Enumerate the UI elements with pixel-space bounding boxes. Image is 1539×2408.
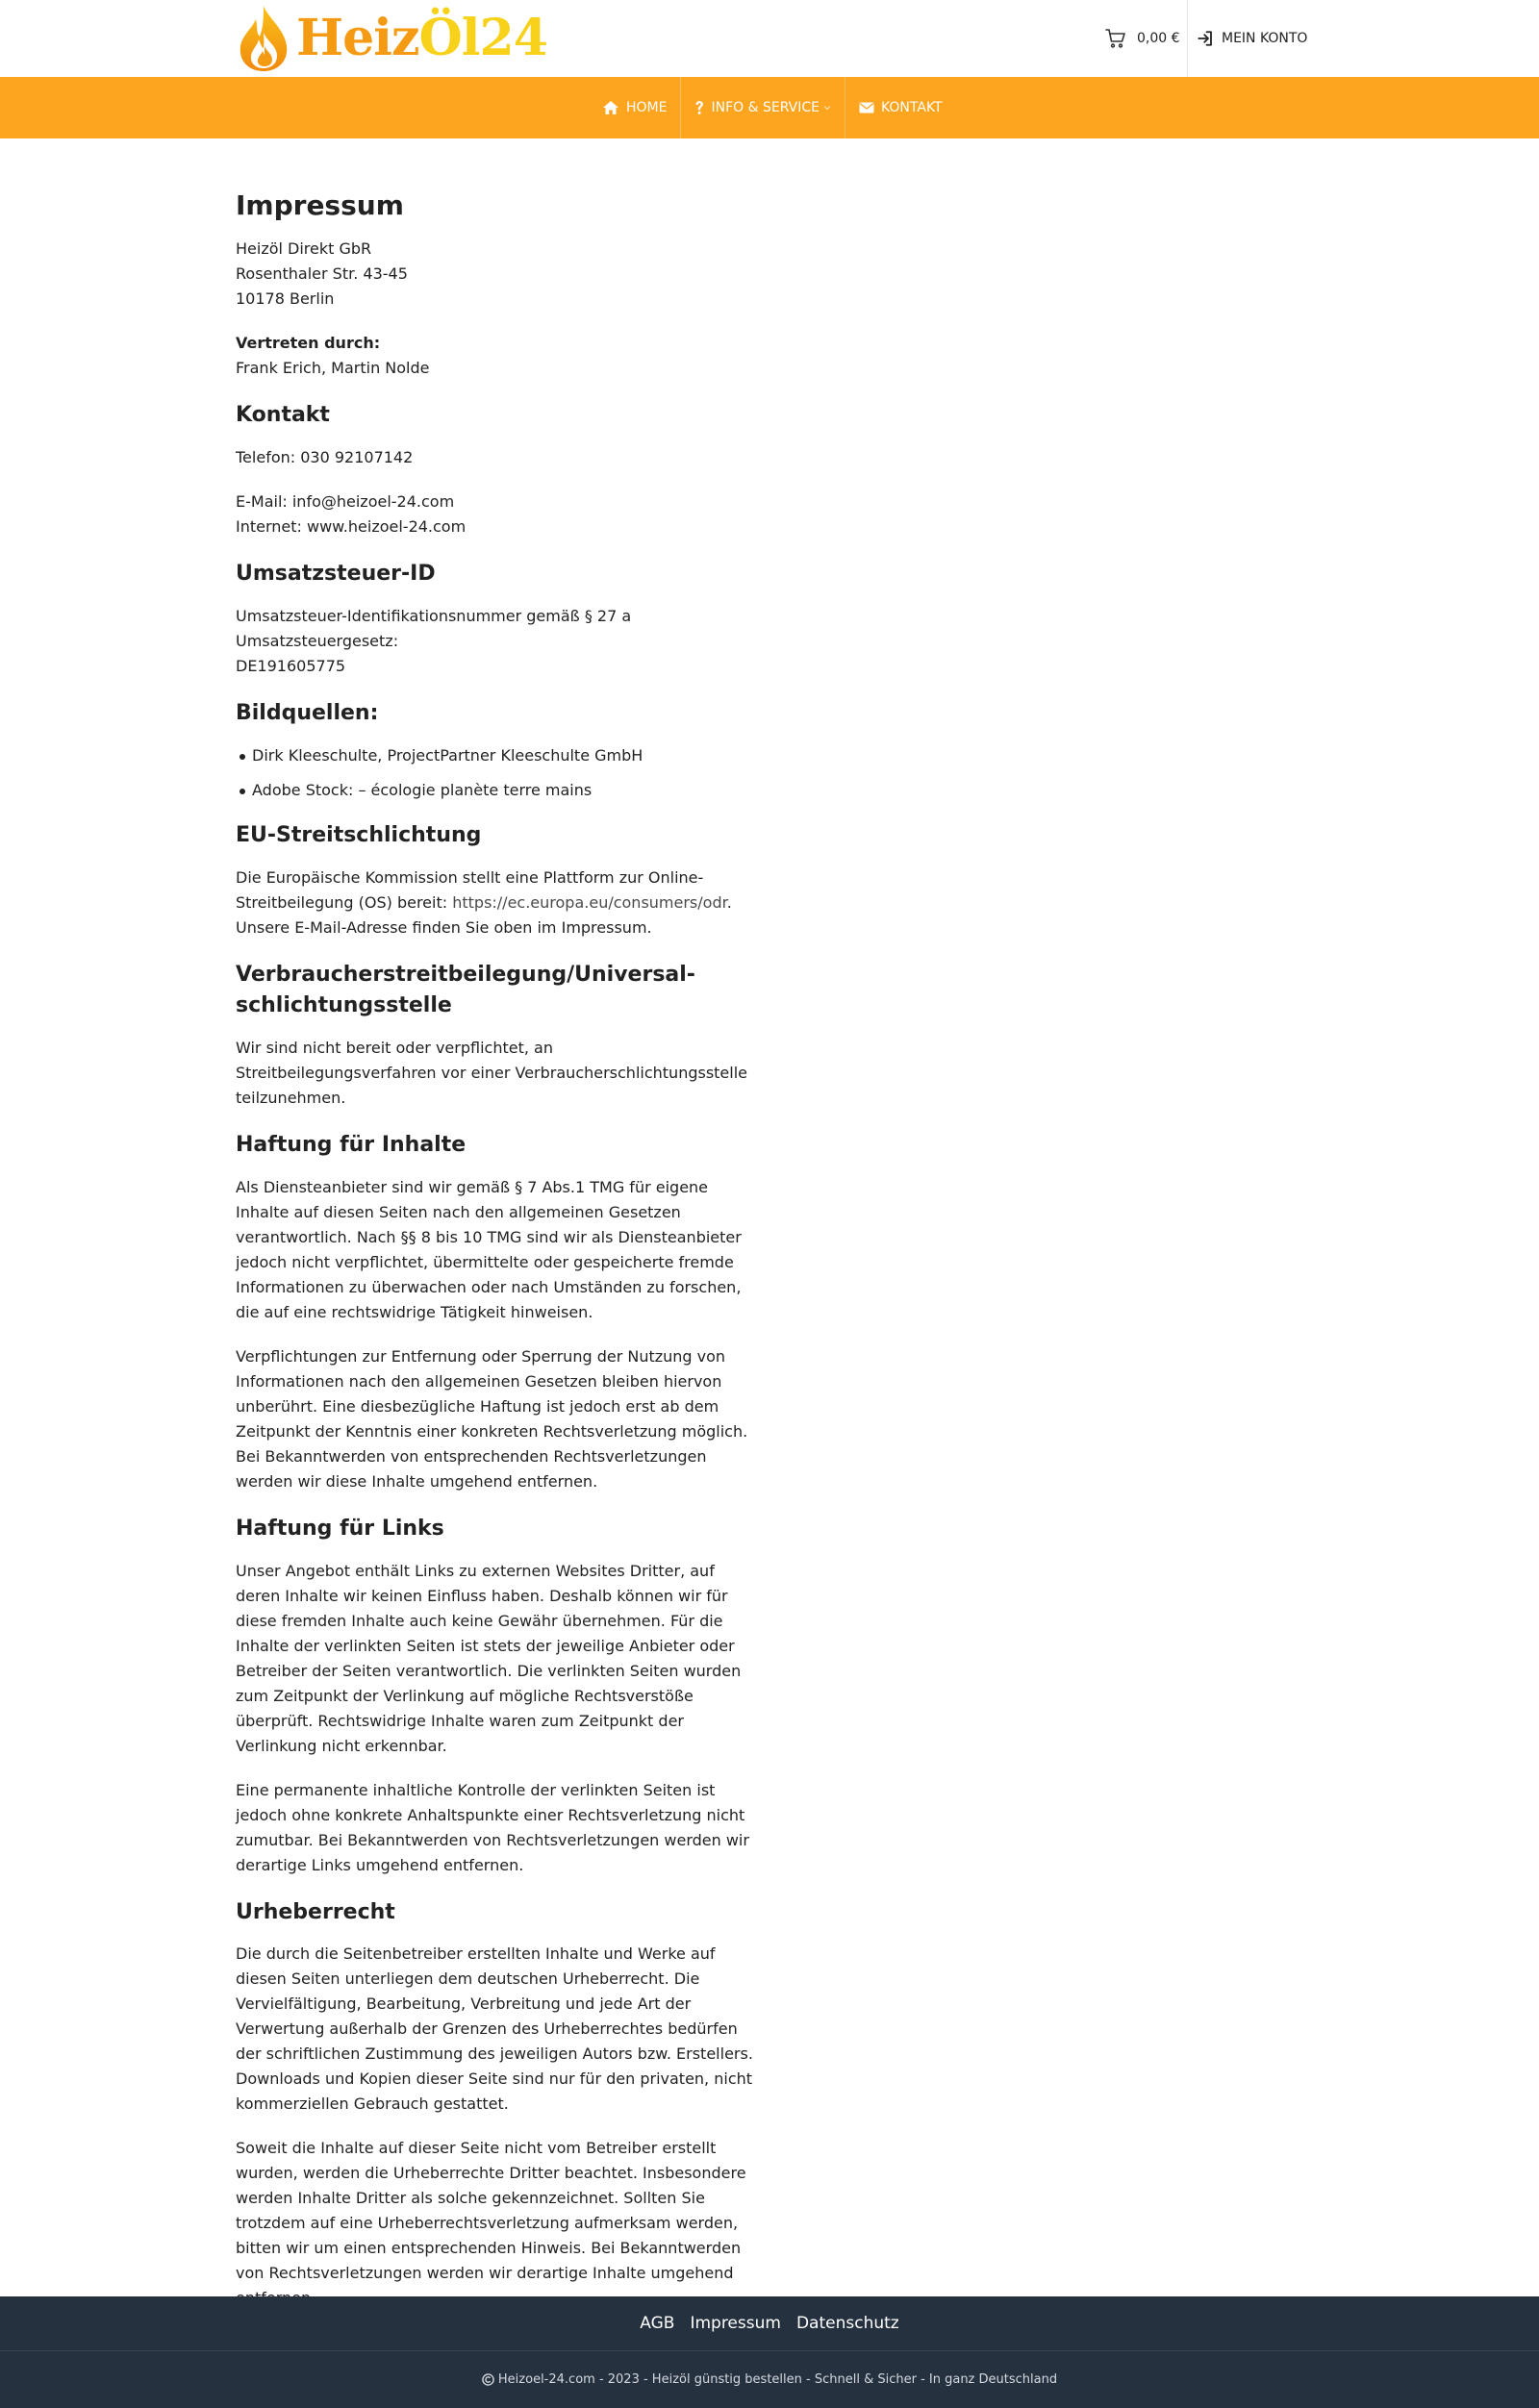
nav-item-label: INFO & SERVICE: [711, 100, 820, 115]
eu-text-period: .: [726, 892, 732, 912]
cart-total: 0,00 €: [1137, 31, 1180, 46]
my-account-button[interactable]: [1197, 23, 1307, 54]
nav-item-info-service[interactable]: [680, 77, 845, 138]
company-name: Heizöl Direkt GbR: [236, 239, 372, 259]
header-divider: [1187, 0, 1188, 77]
consumer-heading-line-1: Verbraucherstreitbeilegung/Universal-: [236, 962, 695, 987]
footer-link-datenschutz[interactable]: Datenschutz: [795, 2314, 899, 2333]
envelope-icon: [859, 102, 874, 113]
copyright-paragraph-1: Die durch die Seitenbetreiber erstellten Inhalte und Werke auf diesen Seiten unterliegen dem deutschen Urheberrecht. Die Vervielfältigung, Bearbeitung, Verbreitung und jede Art der Verwertung außerhalb der Grenzen des Urheberrechtes bedürfen der schriftlichen Zustimmung des jeweiligen Autors bzw. Erstellers. Downloads und Kopien dieser Seite sind nur für den privaten, nicht kommerziellen Gebrauch gestattet.: [236, 1944, 753, 2114]
eu-text-line-1: Die Europäische Kommission stellt eine Plattform zur Online-: [236, 867, 704, 887]
contact-online: [236, 489, 755, 539]
site-logo[interactable]: [235, 4, 547, 73]
liability-links-paragraph-1: Unser Angebot enthält Links zu externen Websites Dritter, auf deren Inhalte wir keinen Einfluss haben. Deshalb können wir für diese fremden Inhalte auch keine Gewähr übernehmen. Für die Inhalte der verlinkten Seiten ist stets der jeweilige Anbieter oder Betreiber der Seiten verantwortlich. Die verlinkten Seiten wurden zum Zeitpunkt der Verlinkung auf mögliche Rechtsverstöße überprüft. Rechtswidrige Inhalte waren zum Zeitpunkt der Verlinkung nicht erkennbar.: [236, 1561, 742, 1755]
eu-odr-link[interactable]: https://ec.europa.eu/consumers/odr: [452, 892, 727, 912]
nav-item-kontakt[interactable]: [845, 77, 956, 138]
nav-item-label: HOME: [626, 100, 668, 115]
copyright-text: Heizoel-24.com - 2023 - Heizöl günstig bestellen - Schnell & Sicher - In ganz Deutschland: [497, 2372, 1058, 2387]
footer-links: [0, 2296, 1539, 2350]
website-address: Internet: www.heizoel-24.com: [236, 517, 467, 537]
nav-item-home[interactable]: [589, 77, 680, 138]
impressum-content: [236, 188, 755, 2330]
consumer-heading-line-2: schlichtungsstelle: [236, 992, 452, 1017]
copyright-icon: [482, 2373, 494, 2386]
cart-button[interactable]: [1104, 23, 1180, 54]
vat-id: DE191605775: [236, 657, 346, 676]
phone-number: Telefon: 030 92107142: [236, 448, 414, 467]
copyright-heading: Urheberrecht: [236, 1899, 395, 1924]
question-icon: [694, 100, 704, 115]
footer-link-impressum[interactable]: Impressum: [690, 2314, 781, 2333]
vat-heading: Umsatzsteuer-ID: [236, 562, 436, 587]
liability-content-paragraph-2: Verpflichtungen zur Entfernung oder Sperrung der Nutzung von Informationen nach den allgemeinen Gesetzen bleiben hiervon unberührt. Eine diesbezügliche Haftung ist jedoch erst ab dem Zeitpunkt der Kenntnis einer konkreten Rechtsverletzung möglich. Bei Bekanntwerden von entsprechenden Rechtsverletzungen werden wir diese Inhalte umgehend entfernen.: [236, 1346, 748, 1491]
footer-link-agb[interactable]: AGB: [640, 2314, 675, 2333]
contact-heading: Kontakt: [236, 403, 330, 428]
company-address: [236, 237, 755, 312]
list-item: Dirk Kleeschulte, ProjectPartner Kleeschulte GmbH: [236, 743, 755, 768]
image-sources-list: [236, 743, 755, 803]
liability-links-heading: Haftung für Links: [236, 1516, 444, 1541]
company-street: Rosenthaler Str. 43-45: [236, 264, 408, 284]
company-city: 10178 Berlin: [236, 289, 335, 309]
cart-icon: [1104, 27, 1127, 50]
main-navigation: [0, 77, 1539, 138]
represented-names: Frank Erich, Martin Nolde: [236, 359, 430, 378]
represented-by: [236, 331, 755, 381]
liability-content-heading: Haftung für Inhalte: [236, 1132, 467, 1157]
copyright-paragraph-2: Soweit die Inhalte auf dieser Seite nicht vom Betreiber erstellt wurden, werden die Urheberrechte Dritter beachtet. Insbesondere werden Inhalte Dritter als solche gekennzeichnet. Sollten Sie trotzdem auf eine Urheberrechtsverletzung aufmerksam werden, bitten wir um einen entsprechenden Hinweis. Bei Bekanntwerden von Rechtsverletzungen werden wir derartige Inhalte umgehend: [236, 2139, 746, 2283]
consumer-dispute-heading: [236, 960, 755, 1021]
vat-text-line-2: Umsatzsteuergesetz:: [236, 632, 399, 651]
liability-links-paragraph-2: Eine permanente inhaltliche Kontrolle der verlinkten Seiten ist jedoch ohne konkrete Anhaltspunkte einer Rechtsverletzung nicht zumutbar. Bei Bekanntwerden von Rechtsverletzungen werden wir derartige Links umgehend entfernen.: [236, 1780, 749, 1874]
page-title: Impressum: [236, 189, 404, 221]
image-sources-heading: Bildquellen:: [236, 701, 379, 726]
site-footer: [0, 2296, 1539, 2408]
consumer-dispute-text: Wir sind nicht bereit oder verpflichtet, an Streitbeilegungsverfahren vor einer Verbraucherschlichtungsstelle teilzunehmen.: [236, 1038, 748, 1107]
eu-text-line-3: Unsere E-Mail-Adresse finden Sie oben im Impressum.: [236, 917, 652, 937]
copyright-bar: [0, 2351, 1539, 2408]
site-header: [0, 0, 1539, 77]
liability-content-paragraph-1: Als Diensteanbieter sind wir gemäß § 7 Abs.1 TMG für eigene Inhalte auf diesen Seiten nach den allgemeinen Gesetzen verantwortlich. Nach §§ 8 bis 10 TMG sind wir als Diensteanbieter jedoch nicht verpflichtet, übermittelte oder gespeicherte fremde Informationen zu überwachen oder nach Umständen zu forschen, die auf eine rechtswidrige Tätigkeit hinweisen.: [236, 1177, 742, 1321]
vat-text-line-1: Umsatzsteuer-Identifikationsnummer gemäß § 27 a: [236, 607, 632, 626]
my-account-label: MEIN KONTO: [1222, 31, 1308, 46]
list-item: Adobe Stock: – écologie planète terre mains: [236, 778, 755, 803]
eu-dispute-text: [236, 865, 755, 941]
home-icon: [602, 100, 619, 115]
eu-text-line-2: Streitbeilegung (OS) bereit:: [236, 892, 453, 912]
eu-dispute-heading: EU-Streitschlichtung: [236, 823, 482, 848]
represented-label: Vertreten durch:: [236, 334, 381, 353]
email-address: E-Mail: info@heizoel-24.com: [236, 492, 455, 512]
vat-info: [236, 604, 755, 679]
logo-wordmark: HeizÖl24: [296, 9, 547, 67]
login-icon: [1197, 30, 1214, 47]
nav-item-label: KONTAKT: [881, 100, 943, 115]
flame-icon: [235, 4, 292, 73]
chevron-down-icon: [823, 105, 831, 111]
